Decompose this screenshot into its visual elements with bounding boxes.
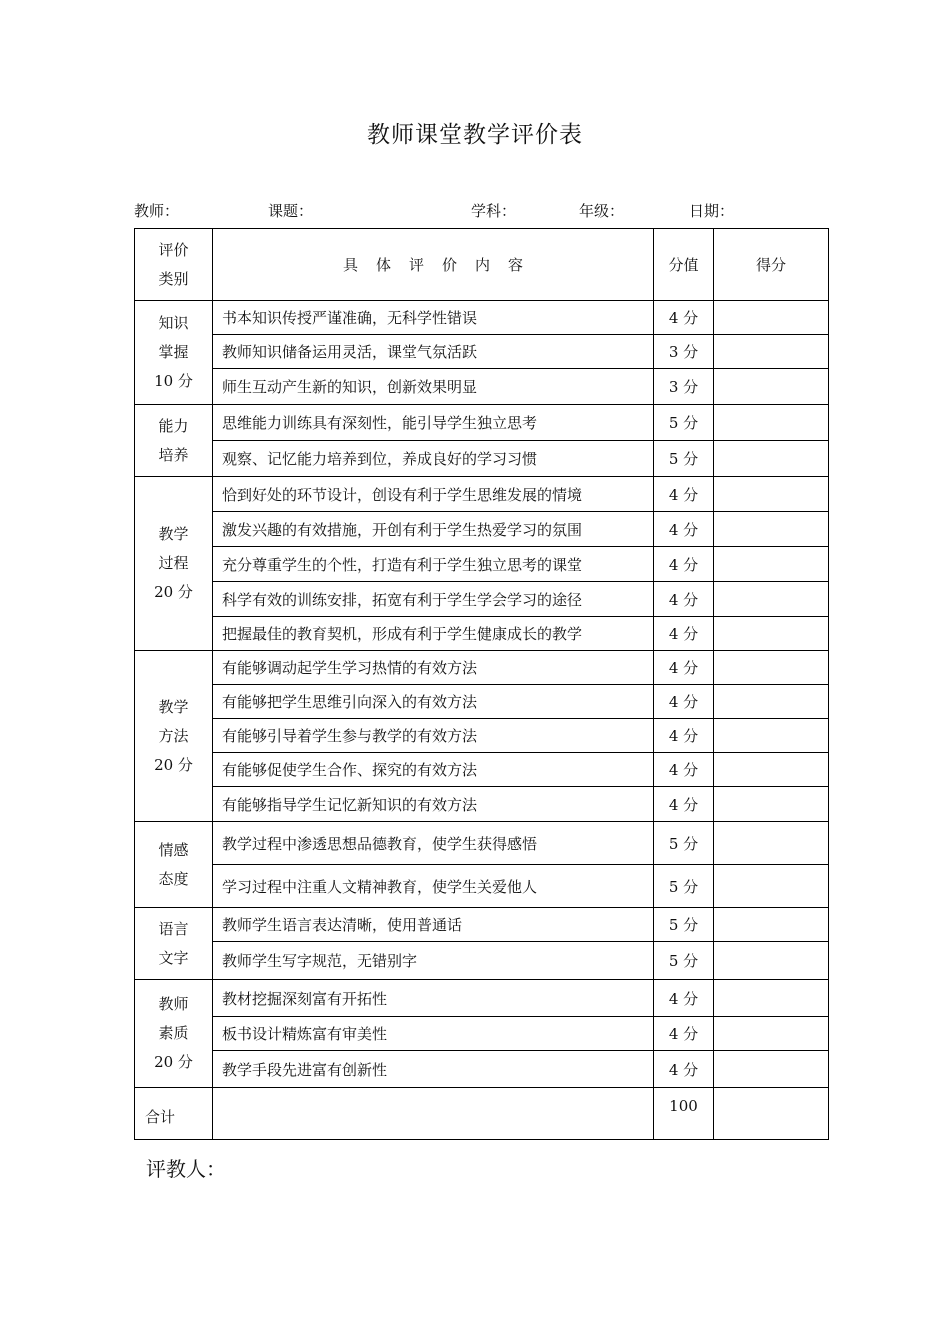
category-line: 过程: [158, 554, 189, 572]
criterion-text: 有能够促使学生合作、探究的有效方法: [213, 753, 654, 787]
header-content-char: 体: [375, 256, 391, 274]
category-cell: [135, 651, 213, 822]
reviewer-label: 评教人：: [146, 1157, 226, 1181]
criterion-score: 5 分: [654, 865, 714, 908]
earned-score-cell[interactable]: [714, 865, 829, 908]
header-earned: 得分: [714, 229, 829, 301]
table-row: [135, 301, 829, 335]
criterion-text: 有能够引导着学生参与教学的有效方法: [213, 719, 654, 753]
header-row: [135, 229, 829, 301]
header-content-char: 价: [442, 256, 458, 274]
criterion-text: 教学过程中渗透思想品德教育，使学生获得感悟: [213, 822, 654, 865]
header-content: [213, 229, 654, 301]
criterion-text: 把握最佳的教育契机，形成有利于学生健康成长的教学: [213, 617, 654, 651]
category-line: 情感: [158, 840, 189, 859]
earned-score-cell[interactable]: [714, 477, 829, 512]
evaluation-table: [134, 228, 829, 1140]
header-content-char: 具: [342, 256, 358, 274]
category-cell: [135, 405, 213, 477]
criterion-score: 5 分: [654, 908, 714, 942]
earned-score-cell[interactable]: [714, 335, 829, 369]
total-content-cell: [213, 1088, 654, 1140]
category-cell: [135, 301, 213, 405]
table-row: [135, 753, 829, 787]
category-cell: [135, 477, 213, 651]
table-row: [135, 617, 829, 651]
category-line: 语言: [158, 919, 189, 938]
category-line: 20 分: [154, 583, 193, 601]
earned-score-cell[interactable]: [714, 685, 829, 719]
total-label: 合计: [135, 1088, 213, 1140]
criterion-score: 4 分: [654, 512, 714, 547]
earned-score-cell[interactable]: [714, 753, 829, 787]
criterion-score: 5 分: [654, 942, 714, 980]
criterion-score: 4 分: [654, 301, 714, 335]
table-row: [135, 685, 829, 719]
earned-score-cell[interactable]: [714, 441, 829, 477]
table-row: [135, 369, 829, 405]
criterion-text: 学习过程中注重人文精神教育，使学生关爱他人: [213, 865, 654, 908]
criterion-text: 有能够调动起学生学习热情的有效方法: [213, 651, 654, 685]
table-row: [135, 787, 829, 822]
date-label: 日期：: [689, 202, 735, 220]
criterion-text: 有能够把学生思维引向深入的有效方法: [213, 685, 654, 719]
table-row: [135, 547, 829, 582]
criterion-text: 板书设计精炼富有审美性: [213, 1017, 654, 1051]
earned-score-cell[interactable]: [714, 719, 829, 753]
table-row: [135, 865, 829, 908]
category-line: 教学: [158, 697, 189, 716]
criterion-text: 教师知识储备运用灵活，课堂气氛活跃: [213, 335, 654, 369]
table-row: [135, 942, 829, 980]
table-row: [135, 512, 829, 547]
earned-score-cell[interactable]: [714, 980, 829, 1017]
criterion-text: 师生互动产生新的知识，创新效果明显: [213, 369, 654, 405]
total-row: [135, 1088, 829, 1140]
table-row: [135, 405, 829, 441]
criterion-text: 思维能力训练具有深刻性，能引导学生独立思考: [213, 405, 654, 441]
page-title: 教师课堂教学评价表: [367, 122, 583, 148]
category-line: 20 分: [154, 1053, 193, 1071]
earned-score-cell[interactable]: [714, 547, 829, 582]
table-row: [135, 441, 829, 477]
criterion-text: 教学手段先进富有创新性: [213, 1051, 654, 1088]
category-cell: [135, 980, 213, 1088]
header-content-char: 评: [408, 256, 424, 274]
earned-score-cell[interactable]: [714, 369, 829, 405]
criterion-score: 3 分: [654, 369, 714, 405]
category-line: 态度: [158, 869, 189, 888]
category-line: 教师: [158, 995, 189, 1013]
category-cell: [135, 822, 213, 908]
criterion-text: 激发兴趣的有效措施，开创有利于学生热爱学习的氛围: [213, 512, 654, 547]
earned-score-cell[interactable]: [714, 787, 829, 822]
category-line: 培养: [158, 445, 189, 464]
criterion-text: 充分尊重学生的个性，打造有利于学生独立思考的课堂: [213, 547, 654, 582]
criterion-score: 5 分: [654, 441, 714, 477]
subject-label: 学科：: [471, 202, 517, 220]
category-line: 知识: [158, 314, 189, 332]
table-row: [135, 1051, 829, 1088]
total-score: 100: [654, 1088, 714, 1140]
criterion-score: 4 分: [654, 1017, 714, 1051]
earned-score-cell[interactable]: [714, 617, 829, 651]
table-row: [135, 908, 829, 942]
earned-score-cell[interactable]: [714, 1017, 829, 1051]
grade-label: 年级：: [579, 202, 625, 220]
earned-score-cell[interactable]: [714, 582, 829, 617]
criterion-text: 书本知识传授严谨准确，无科学性错误: [213, 301, 654, 335]
topic-label: 课题：: [268, 202, 314, 220]
category-cell: [135, 908, 213, 980]
criterion-score: 4 分: [654, 651, 714, 685]
info-row: [0, 200, 950, 220]
header-category-line: 类别: [158, 269, 189, 288]
table-row: [135, 1017, 829, 1051]
criterion-score: 4 分: [654, 547, 714, 582]
header-content-char: 容: [508, 256, 524, 274]
criterion-score: 4 分: [654, 787, 714, 822]
criterion-score: 4 分: [654, 1051, 714, 1088]
category-line: 10 分: [154, 372, 193, 390]
total-earned-cell[interactable]: [714, 1088, 829, 1140]
table-row: [135, 651, 829, 685]
criterion-score: 3 分: [654, 335, 714, 369]
earned-score-cell[interactable]: [714, 301, 829, 335]
earned-score-cell[interactable]: [714, 405, 829, 441]
earned-score-cell[interactable]: [714, 512, 829, 547]
table-row: [135, 822, 829, 865]
earned-score-cell[interactable]: [714, 908, 829, 942]
earned-score-cell[interactable]: [714, 942, 829, 980]
criterion-text: 科学有效的训练安排，拓宽有利于学生学会学习的途径: [213, 582, 654, 617]
criterion-score: 4 分: [654, 617, 714, 651]
table-row: [135, 582, 829, 617]
category-line: 能力: [158, 416, 189, 435]
criterion-text: 恰到好处的环节设计，创设有利于学生思维发展的情境: [213, 477, 654, 512]
teacher-label: 教师：: [134, 202, 180, 220]
header-category-line: 评价: [158, 240, 189, 259]
category-line: 掌握: [158, 343, 189, 361]
category-line: 教学: [158, 525, 189, 543]
table-row: [135, 719, 829, 753]
criterion-score: 5 分: [654, 405, 714, 441]
category-line: 20 分: [154, 755, 193, 774]
header-category: [135, 229, 213, 301]
table-row: [135, 477, 829, 512]
category-line: 素质: [158, 1024, 189, 1042]
criterion-score: 4 分: [654, 477, 714, 512]
earned-score-cell[interactable]: [714, 822, 829, 865]
criterion-score: 4 分: [654, 753, 714, 787]
criterion-text: 教师学生语言表达清晰，使用普通话: [213, 908, 654, 942]
criterion-text: 教材挖掘深刻富有开拓性: [213, 980, 654, 1017]
category-line: 文字: [158, 948, 189, 967]
earned-score-cell[interactable]: [714, 651, 829, 685]
criterion-score: 5 分: [654, 822, 714, 865]
criterion-score: 4 分: [654, 685, 714, 719]
criterion-score: 4 分: [654, 582, 714, 617]
table-row: [135, 335, 829, 369]
header-score: 分值: [654, 229, 714, 301]
criterion-text: 观察、记忆能力培养到位，养成良好的学习习惯: [213, 441, 654, 477]
header-content-char: 内: [475, 256, 491, 274]
criterion-text: 教师学生写字规范，无错别字: [213, 942, 654, 980]
table-row: [135, 980, 829, 1017]
criterion-text: 有能够指导学生记忆新知识的有效方法: [213, 787, 654, 822]
category-line: 方法: [158, 726, 189, 745]
criterion-score: 4 分: [654, 719, 714, 753]
criterion-score: 4 分: [654, 980, 714, 1017]
earned-score-cell[interactable]: [714, 1051, 829, 1088]
